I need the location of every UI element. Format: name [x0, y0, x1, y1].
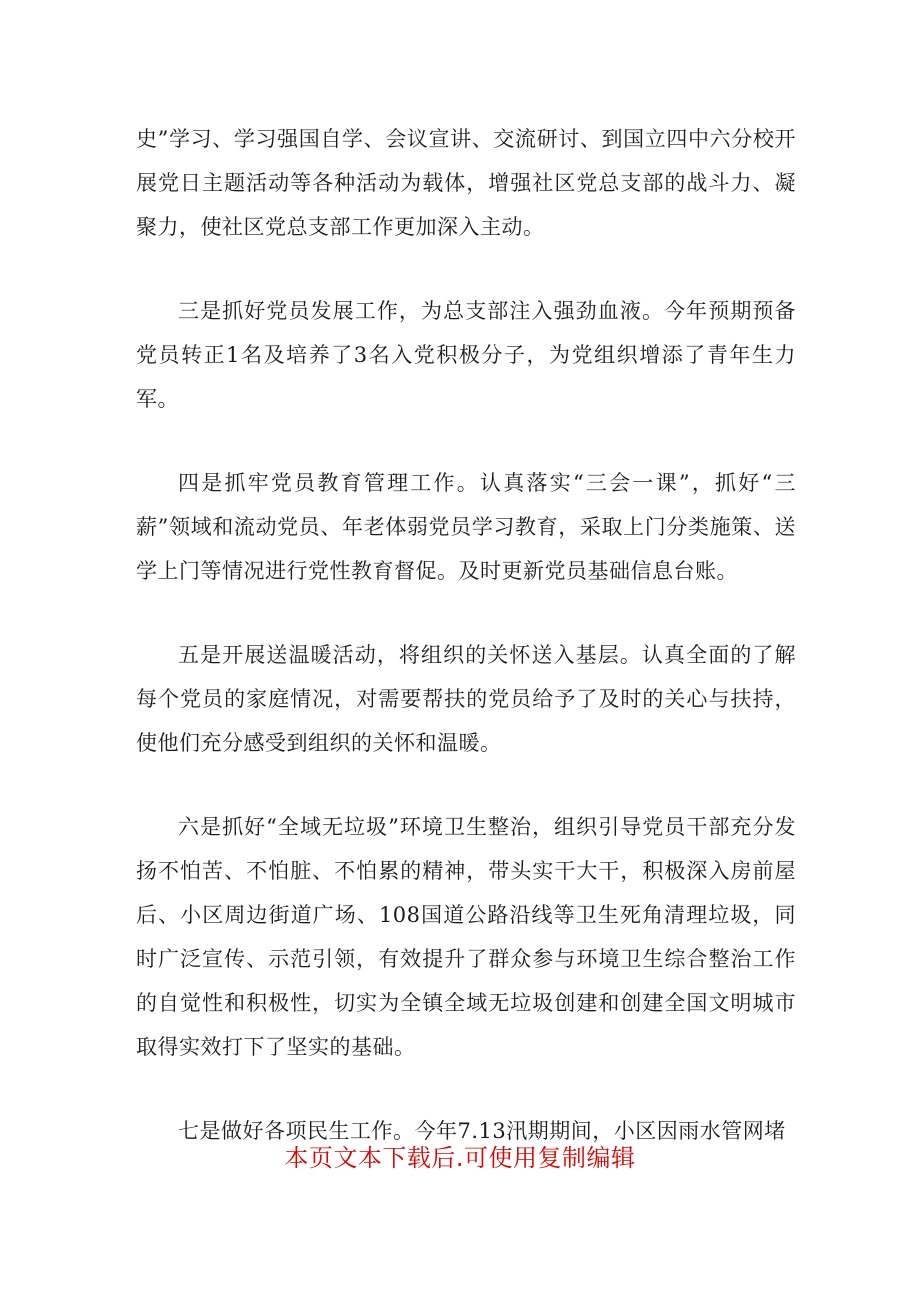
paragraph-gap [136, 1069, 796, 1109]
paragraph-gap [136, 421, 796, 461]
paragraph-livelihood-work: 七是做好各项民生工作。今年7.13汛期期间，小区因雨水管网堵 [178, 1119, 786, 1143]
document-body [136, 117, 796, 1153]
paragraph-party-member-development: 三是抓好党员发展工作，为总支部注入强劲血液。今年预期预备党员转正1名及培养了3名入党积极分子，为党组织增添了青年生力军。 [136, 299, 796, 411]
paragraph-gap [136, 593, 796, 633]
paragraph-education-management: 四是抓牢党员教育管理工作。认真落实“三会一课”，抓好“三薪”领域和流动党员、年老体弱党员学习教育，采取上门分类施策、送学上门等情况进行党性教育督促。及时更新党员基础信息台账。 [136, 471, 796, 583]
paragraph-gap [136, 765, 796, 805]
paragraph-environment-sanitation: 六是抓好“全域无垃圾”环境卫生整治，组织引导党员干部充分发扬不怕苦、不怕脏、不怕累的精神，带头实干大干，积极深入房前屋后、小区周边街道广场、108国道公路沿线等卫生死角清理垃圾，同时广泛宣传、示范引领，有效提升了群众参与环境卫生综合整治工作的自觉性和积极性，切实为全镇全域无垃圾创建和创建全国文明城市取得实效打下了坚实的基础。 [136, 815, 796, 1059]
paragraph-warmth-activity: 五是开展送温暖活动，将组织的关怀送入基层。认真全面的了解每个党员的家庭情况，对需要帮扶的党员给予了及时的关心与扶持，使他们充分感受到组织的关怀和温暖。 [136, 643, 796, 755]
paragraph-continued: 史”学习、学习强国自学、会议宣讲、交流研讨、到国立四中六分校开展党日主题活动等各种活动为载体，增强社区党总支部的战斗力、凝聚力，使社区党总支部工作更加深入主动。 [136, 127, 796, 239]
paragraph-gap [136, 249, 796, 289]
download-edit-notice: 本页文本下载后.可使用复制编辑 [284, 1144, 636, 1172]
